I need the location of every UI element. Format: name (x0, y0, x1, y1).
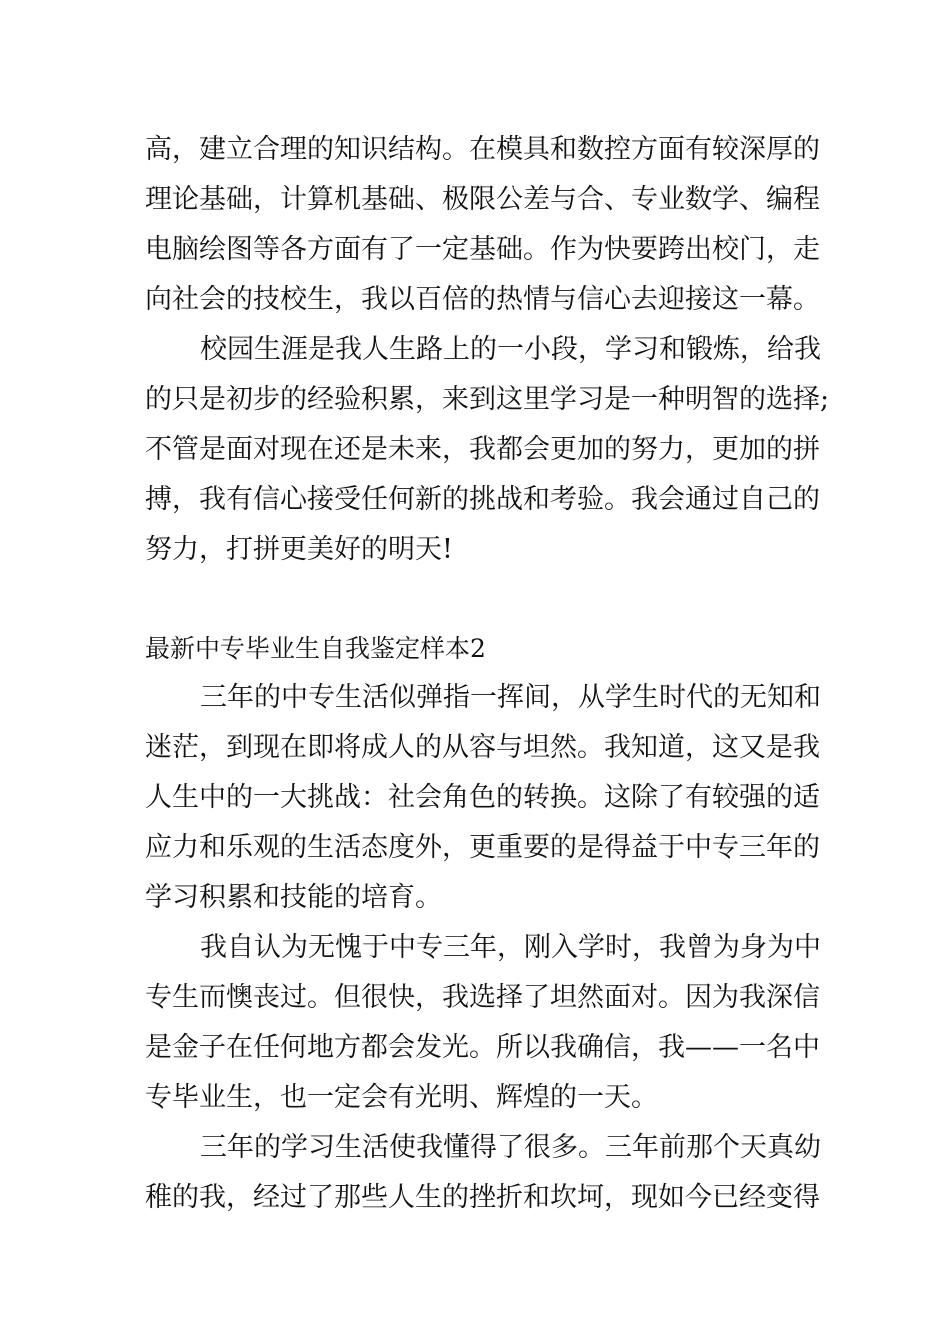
paragraph-line: 专毕业生，也一定会有光明、辉煌的一天。 (145, 1082, 658, 1113)
paragraph-line: 三年的学习生活使我懂得了很多。三年前那个天真幼 (200, 1132, 821, 1163)
paragraph-line: 电脑绘图等各方面有了一定基础。作为快要跨出校门，走 (145, 234, 820, 265)
paragraph-line: 学习积累和技能的培育。 (145, 882, 442, 913)
paragraph-line: 搏，我有信心接受任何新的挑战和考验。我会通过自己的 (145, 484, 820, 515)
paragraph-line: 校园生涯是我人生路上的一小段，学习和锻炼，给我 (200, 334, 821, 365)
paragraph-line: 向社会的技校生，我以百倍的热情与信心去迎接这一幕。 (145, 284, 820, 315)
paragraph-line: 人生中的一大挑战：社会角色的转换。这除了有较强的适 (145, 782, 820, 813)
paragraph-line: 稚的我，经过了那些人生的挫折和坎坷，现如今已经变得 (145, 1182, 820, 1213)
paragraph-line: 的只是初步的经验积累，来到这里学习是一种明智的选择; (145, 384, 830, 415)
paragraph-line: 理论基础，计算机基础、极限公差与合、专业数学、编程 (145, 184, 820, 215)
paragraph-line: 是金子在任何地方都会发光。所以我确信，我——一名中 (145, 1032, 820, 1063)
paragraph-line: 专生而懊丧过。但很快，我选择了坦然面对。因为我深信 (145, 982, 820, 1013)
paragraph-line: 不管是面对现在还是未来，我都会更加的努力，更加的拼 (145, 434, 820, 465)
paragraph-line: 努力，打拼更美好的明天! (145, 534, 453, 565)
paragraph-line: 三年的中专生活似弹指一挥间，从学生时代的无知和 (200, 682, 821, 713)
paragraph-line: 迷茫，到现在即将成人的从容与坦然。我知道，这又是我 (145, 732, 820, 763)
section-title: 最新中专毕业生自我鉴定样本2 (145, 634, 486, 663)
paragraph-line: 应力和乐观的生活态度外，更重要的是得益于中专三年的 (145, 832, 820, 863)
paragraph-line: 高，建立合理的知识结构。在模具和数控方面有较深厚的 (145, 134, 820, 165)
paragraph-line: 我自认为无愧于中专三年，刚入学时，我曾为身为中 (200, 932, 821, 963)
